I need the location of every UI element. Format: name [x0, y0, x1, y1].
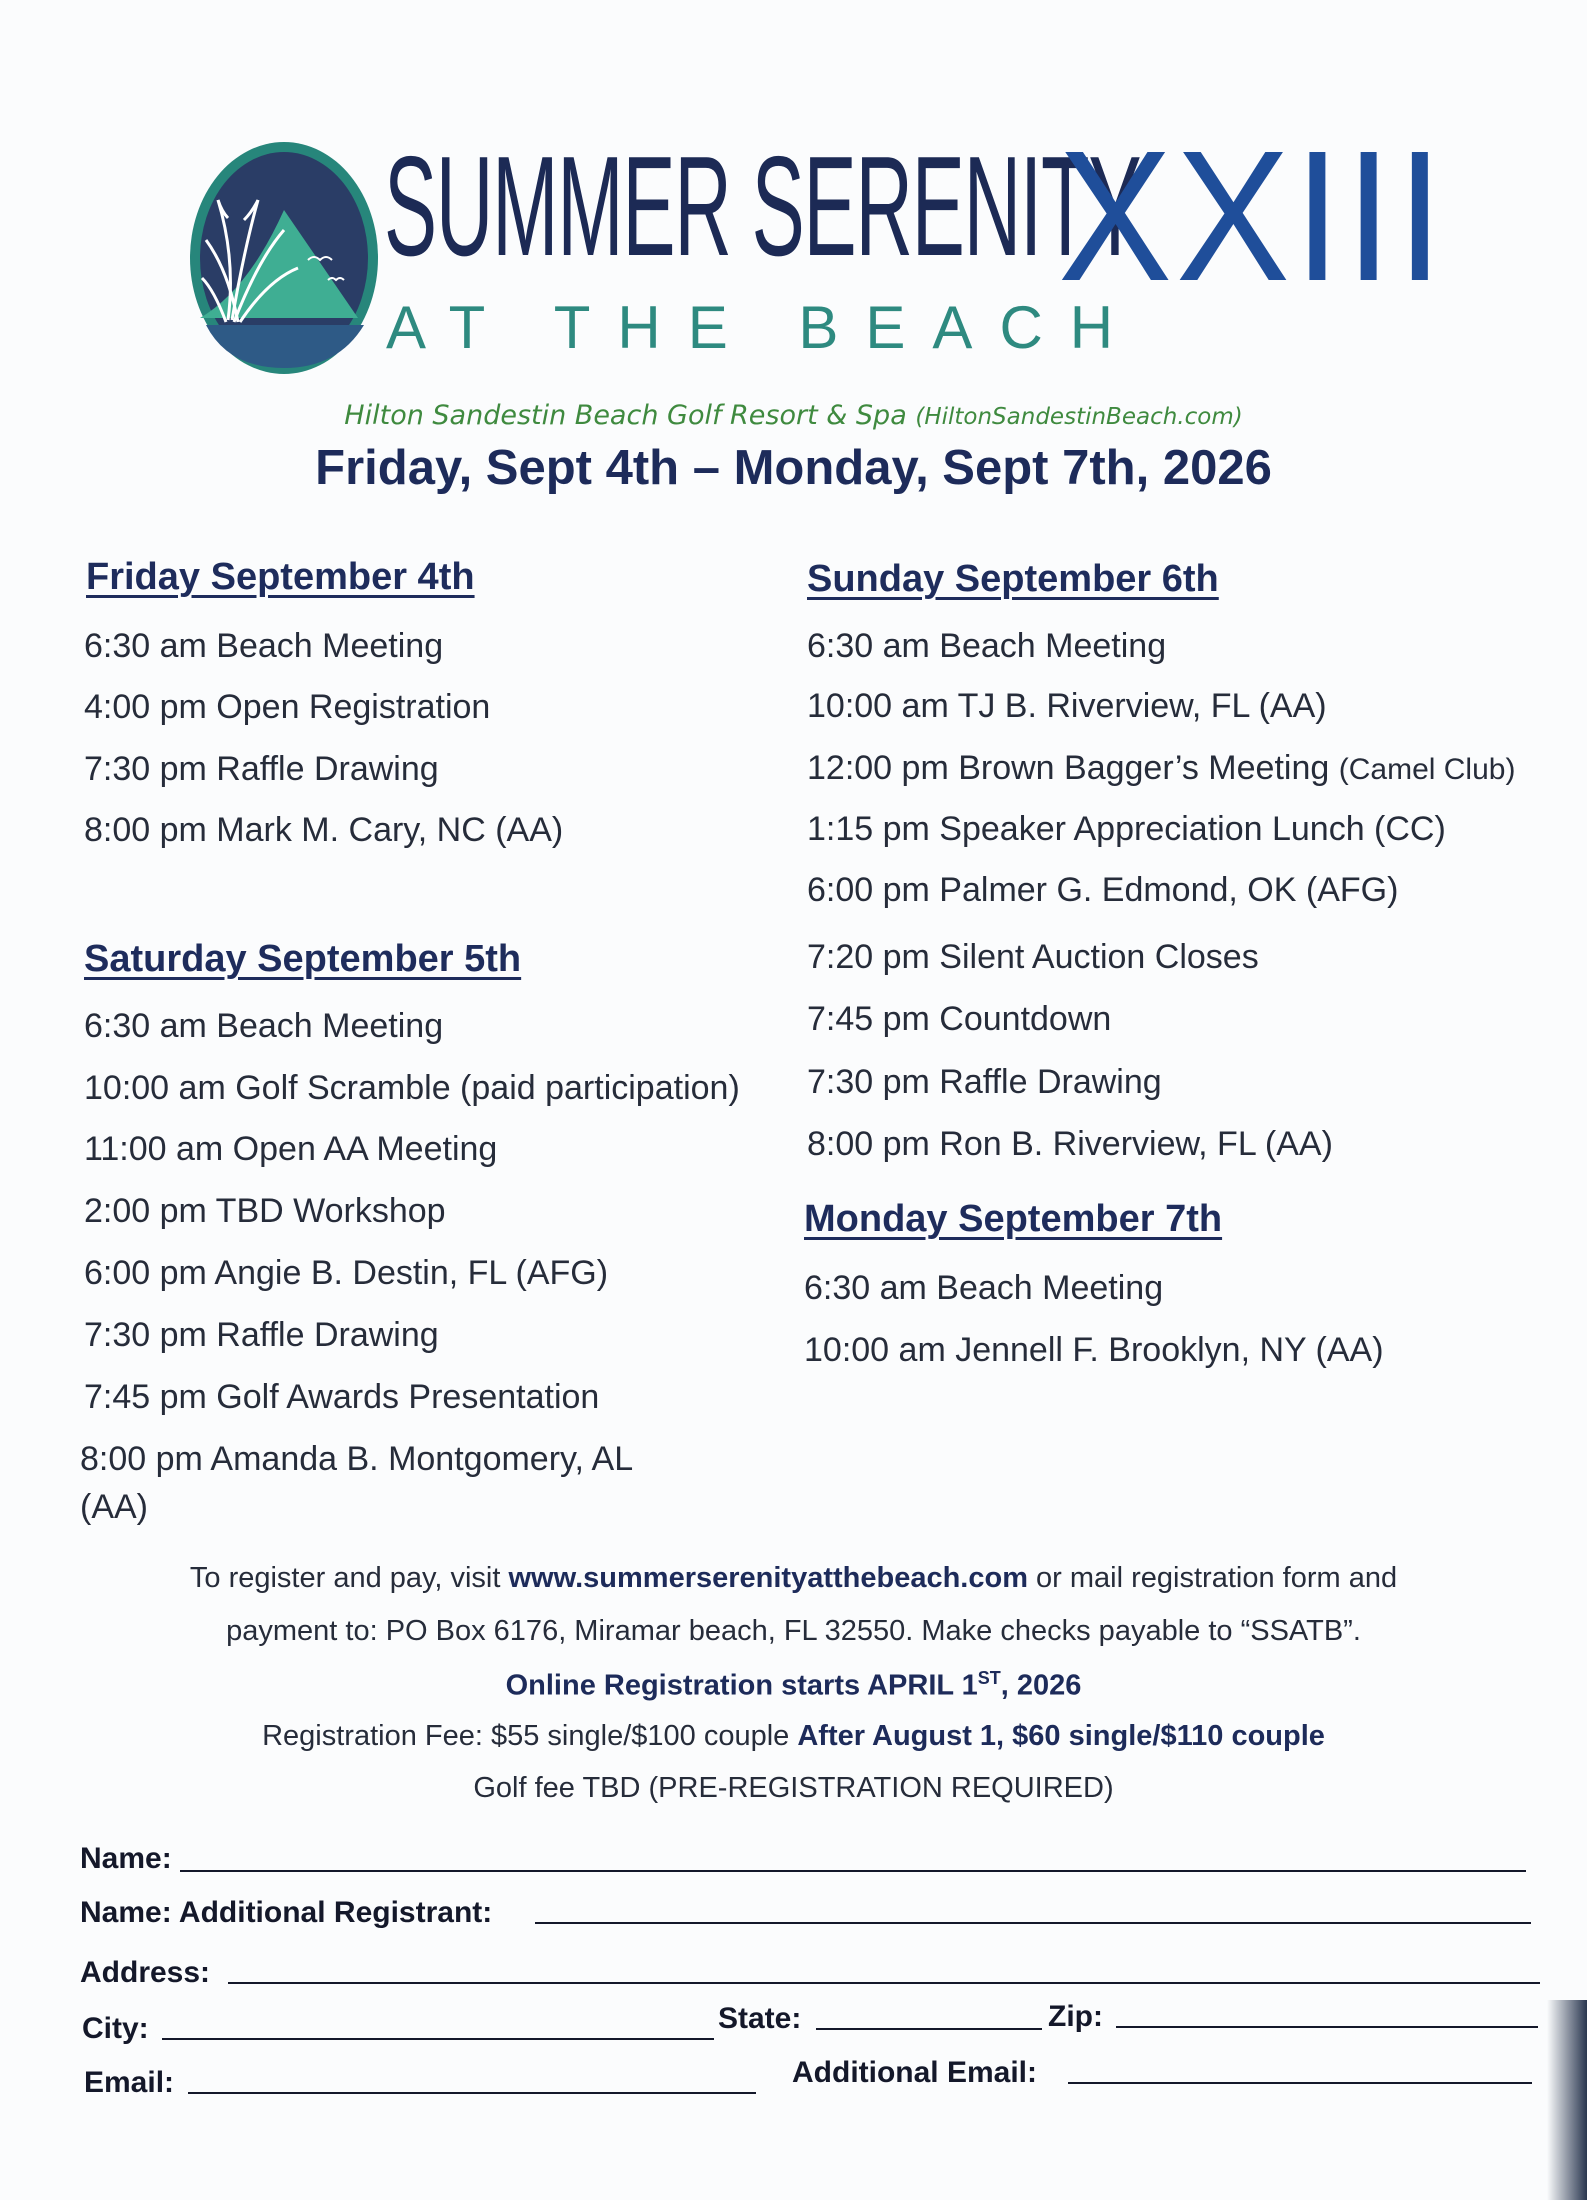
registration-url: www.summerserenityatthebeach.com	[508, 1562, 1028, 1594]
beach-grass-logo	[188, 140, 380, 376]
address-label: Address:	[80, 1956, 211, 1989]
paper-edge-shadow	[1547, 2000, 1587, 2200]
city-label: City:	[82, 2012, 149, 2045]
email-field[interactable]	[188, 2092, 756, 2094]
schedule-item: 7:45 pm Golf Awards Presentation	[84, 1378, 600, 1416]
city-field[interactable]	[162, 2038, 714, 2040]
edition-number: XXIII	[1058, 113, 1448, 320]
state-field[interactable]	[816, 2028, 1042, 2030]
fee-late: After August 1, $60 single/$110 couple	[797, 1720, 1325, 1752]
name-label: Name:	[80, 1842, 172, 1875]
registration-text: or mail registration form and	[1028, 1562, 1398, 1594]
zip-field[interactable]	[1116, 2026, 1538, 2028]
schedule-item: 7:20 pm Silent Auction Closes	[807, 938, 1259, 976]
additional-email-field[interactable]	[1068, 2082, 1532, 2084]
schedule-item-continued: (AA)	[80, 1488, 148, 1526]
event-title: SUMMER SERENITY	[384, 127, 1141, 286]
additional-name-field[interactable]	[535, 1922, 1531, 1924]
schedule-item: 10:00 am Jennell F. Brooklyn, NY (AA)	[804, 1331, 1384, 1369]
schedule-item: 8:00 pm Amanda B. Montgomery, AL	[80, 1440, 634, 1478]
saturday-heading: Saturday September 5th	[84, 938, 522, 980]
additional-name-label: Name: Additional Registrant:	[80, 1896, 493, 1929]
schedule-item	[807, 746, 1515, 792]
online-registration-date	[0, 1668, 1587, 1703]
schedule-item: 11:00 am Open AA Meeting	[84, 1130, 498, 1168]
schedule-item: 10:00 am Golf Scramble (paid participation)	[84, 1069, 740, 1107]
schedule-item: 6:30 am Beach Meeting	[84, 627, 444, 665]
sunday-heading: Sunday September 6th	[807, 558, 1219, 600]
fee-standard: Registration Fee: $55 single/$100 couple	[262, 1720, 798, 1752]
schedule-item: 6:30 am Beach Meeting	[84, 1007, 444, 1045]
state-label: State:	[718, 2002, 802, 2035]
schedule-item: 6:00 pm Palmer G. Edmond, OK (AFG)	[807, 871, 1399, 909]
online-registration-year: , 2026	[1000, 1669, 1082, 1702]
registration-instructions	[0, 1562, 1587, 1595]
event-subtitle: AT THE BEACH	[386, 294, 1141, 361]
friday-heading: Friday September 4th	[86, 556, 475, 598]
schedule-item-text: 12:00 pm Brown Bagger’s Meeting	[807, 749, 1330, 787]
mailing-address: payment to: PO Box 6176, Miramar beach, FL 32550. Make checks payable to “SSATB”.	[226, 1615, 1361, 1647]
golf-fee: Golf fee TBD (PRE-REGISTRATION REQUIRED)	[473, 1772, 1114, 1804]
online-registration-text: Online Registration starts APRIL 1	[505, 1669, 978, 1702]
schedule-item: 10:00 am TJ B. Riverview, FL (AA)	[807, 687, 1327, 725]
schedule-item: 4:00 pm Open Registration	[84, 688, 491, 726]
schedule-item: 7:45 pm Countdown	[807, 1000, 1112, 1038]
name-field[interactable]	[180, 1870, 1526, 1872]
ordinal-suffix: ST	[977, 1668, 1001, 1688]
event-dates: Friday, Sept 4th – Monday, Sept 7th, 2026	[315, 441, 1272, 495]
schedule-item: 6:30 am Beach Meeting	[807, 627, 1167, 665]
schedule-item: 8:00 pm Mark M. Cary, NC (AA)	[84, 811, 564, 849]
venue-line	[0, 400, 1587, 431]
venue-url: (HiltonSandestinBeach.com)	[915, 404, 1243, 430]
schedule-item: 7:30 pm Raffle Drawing	[84, 1316, 439, 1354]
registration-text: To register and pay, visit	[189, 1562, 509, 1594]
schedule-item: 6:30 am Beach Meeting	[804, 1269, 1164, 1307]
schedule-item-note: (Camel Club)	[1338, 753, 1516, 786]
address-field[interactable]	[228, 1982, 1540, 1984]
monday-heading: Monday September 7th	[804, 1198, 1223, 1240]
additional-email-label: Additional Email:	[792, 2056, 1038, 2089]
schedule-item: 7:30 pm Raffle Drawing	[807, 1063, 1162, 1101]
venue-name: Hilton Sandestin Beach Golf Resort & Spa	[344, 400, 907, 431]
schedule-item: 8:00 pm Ron B. Riverview, FL (AA)	[807, 1125, 1333, 1163]
schedule-item: 2:00 pm TBD Workshop	[84, 1192, 446, 1230]
schedule-item: 7:30 pm Raffle Drawing	[84, 750, 439, 788]
schedule-item: 1:15 pm Speaker Appreciation Lunch (CC)	[807, 810, 1446, 848]
zip-label: Zip:	[1048, 2000, 1103, 2033]
schedule-item: 6:00 pm Angie B. Destin, FL (AFG)	[84, 1254, 609, 1292]
email-label: Email:	[84, 2066, 175, 2099]
registration-fee	[0, 1720, 1587, 1753]
